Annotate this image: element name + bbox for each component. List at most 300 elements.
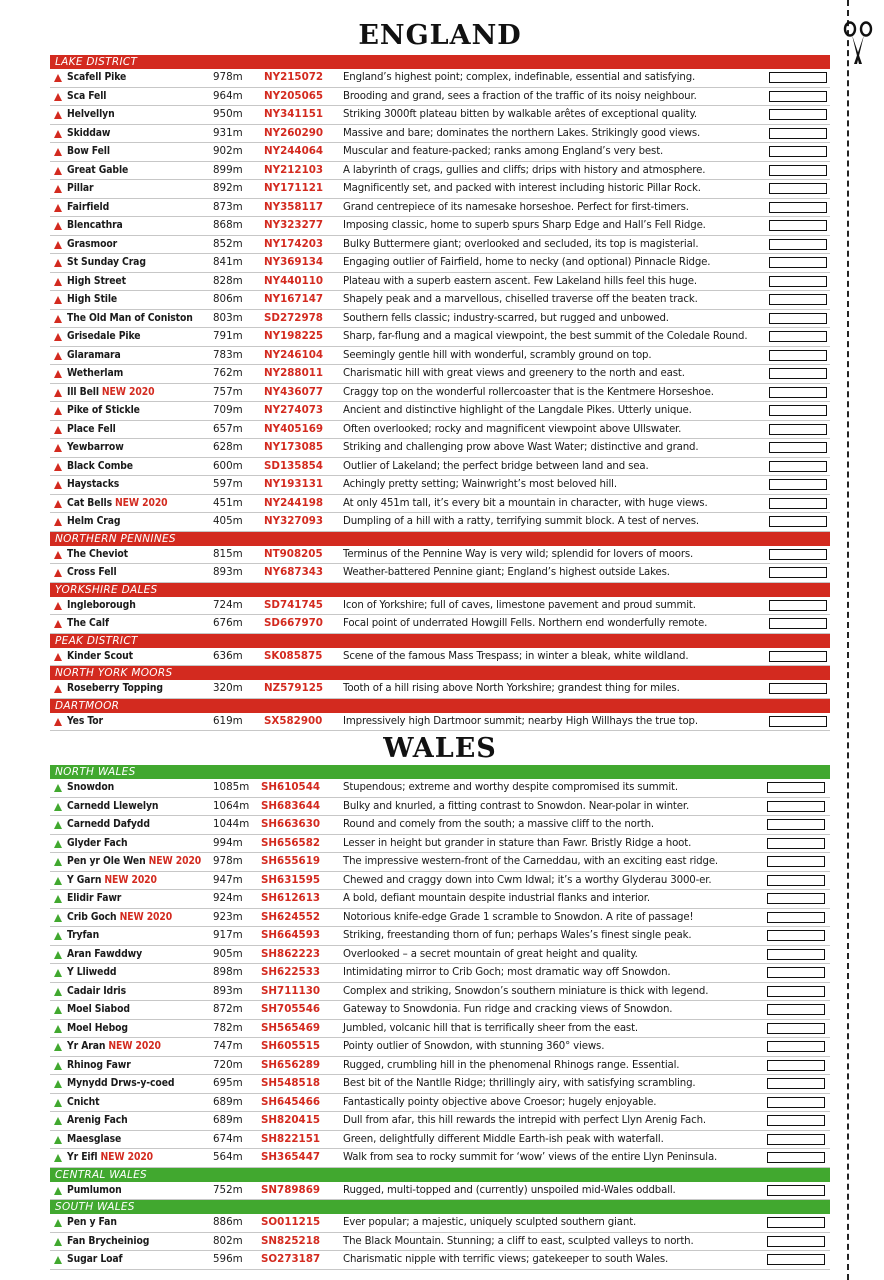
hill-height: 596m [213, 1253, 243, 1265]
hill-name-text: Helvellyn [67, 108, 115, 120]
tick-box[interactable] [767, 967, 825, 978]
grid-reference: SH610544 [261, 781, 321, 793]
tick-box[interactable] [769, 239, 827, 250]
tick-box[interactable] [767, 838, 825, 849]
hill-height: 791m [213, 330, 243, 342]
hill-name-text: Fan Brycheiniog [67, 1234, 150, 1247]
summit-triangle-icon [54, 803, 62, 811]
grid-reference: SH565469 [261, 1021, 321, 1034]
grid-reference: SH612613 [261, 892, 321, 904]
hill-name-text: Glaramara [67, 348, 121, 361]
hill-description: Dumpling of a hill with a ratty, terrifying summit block. A test of nerves. [343, 516, 699, 527]
grid-reference: NY440110 [264, 274, 324, 287]
grid-reference: NY341151 [264, 108, 324, 120]
england-hill-table [50, 55, 830, 731]
summit-triangle-icon [54, 620, 62, 628]
hill-height: 752m [213, 1183, 243, 1196]
grid-reference: NY212103 [264, 163, 324, 176]
summit-triangle-icon [54, 1238, 62, 1246]
hill-name-text: Cat Bells [67, 496, 113, 509]
tick-box[interactable] [769, 350, 827, 361]
tick-box[interactable] [769, 368, 827, 379]
hill-height: 451m [213, 496, 243, 509]
hill-row [50, 798, 830, 817]
hill-row [50, 402, 830, 421]
tick-box[interactable] [767, 893, 825, 904]
summit-triangle-icon [54, 111, 62, 119]
hill-name-text: The Calf [67, 617, 109, 629]
tick-box[interactable] [769, 257, 827, 268]
grid-reference: SH622533 [261, 966, 321, 978]
hill-height: 852m [213, 237, 243, 250]
tick-box[interactable] [767, 949, 825, 960]
hill-description: Walk from sea to rocky summit for ‘wow’ views of the entire Llyn Peninsula. [343, 1152, 718, 1163]
tick-box[interactable] [767, 1185, 825, 1196]
tick-box[interactable] [767, 1152, 825, 1163]
hill-height: 636m [213, 649, 243, 662]
grid-reference: SD135854 [264, 459, 323, 472]
tick-box[interactable] [767, 1236, 825, 1247]
tick-box[interactable] [769, 716, 827, 727]
hill-description: A labyrinth of crags, gullies and cliffs; drips with history and atmosphere. [343, 164, 706, 176]
tick-box[interactable] [767, 856, 825, 867]
grid-reference: SH705546 [261, 1003, 321, 1015]
grid-reference: SH605515 [261, 1040, 321, 1052]
hill-description: Rugged, multi-topped and (currently) unspoiled mid-Wales oddball. [343, 1184, 676, 1196]
hill-name-text: Pen y Fan [67, 1216, 117, 1228]
summit-triangle-icon [54, 315, 62, 323]
hill-row [50, 1214, 830, 1233]
tick-box[interactable] [767, 1004, 825, 1015]
grid-reference: SH822151 [261, 1132, 321, 1145]
hill-height: 657m [213, 422, 243, 435]
hill-name [67, 495, 168, 513]
tick-box[interactable] [767, 986, 825, 997]
hill-name [67, 946, 142, 964]
hill-description: Rugged, crumbling hill in the phenomenal Rhinogs range. Essential. [343, 1059, 680, 1071]
hill-row [50, 88, 830, 107]
hill-description: Ancient and distinctive highlight of the Langdale Pikes. Utterly unique. [343, 405, 692, 416]
hill-name-text: Fairfield [67, 200, 110, 213]
summit-triangle-icon [54, 951, 62, 959]
hill-name [67, 713, 103, 731]
hill-description: Icon of Yorkshire; full of caves, limestone pavement and proud summit. [343, 599, 696, 611]
hill-description: Focal point of underrated Howgill Fells. Northern end wonderfully remote. [343, 618, 708, 629]
hill-row [50, 143, 830, 162]
tick-box[interactable] [769, 600, 827, 611]
summit-triangle-icon [54, 1099, 62, 1107]
hill-name [67, 1214, 117, 1232]
hill-description: Charismatic nipple with terrific views; gatekeeper to south Wales. [343, 1254, 669, 1265]
hill-height: 893m [213, 566, 243, 578]
hill-name [67, 1233, 149, 1251]
hill-description: Striking 3000ft plateau bitten by walkable arêtes of exceptional quality. [343, 109, 697, 120]
tick-box[interactable] [769, 331, 827, 342]
hill-description: Often overlooked; rocky and magnificent viewpoint above Ullswater. [343, 423, 682, 435]
new-2020-badge: NEW 2020 [115, 496, 168, 509]
hill-description: Striking, freestanding thorn of fun; perhaps Wales’s finest single peak. [343, 930, 692, 941]
tick-box[interactable] [769, 276, 827, 287]
hill-height: 873m [213, 200, 243, 213]
summit-triangle-icon [54, 93, 62, 101]
grid-reference: NY369134 [264, 256, 324, 268]
hill-name-text: Scafell Pike [67, 71, 127, 83]
hill-name-text: Blencathra [67, 219, 123, 231]
region-header: PEAK DISTRICT [50, 634, 830, 648]
summit-triangle-icon [54, 426, 62, 434]
hill-name-text: Sugar Loaf [67, 1253, 123, 1265]
hill-height: 905m [213, 947, 243, 960]
hill-row [50, 927, 830, 946]
summit-triangle-icon [54, 969, 62, 977]
hill-height: 689m [213, 1114, 243, 1126]
hill-name [67, 328, 140, 346]
summit-triangle-icon [54, 821, 62, 829]
hill-height: 892m [213, 182, 243, 194]
tick-box[interactable] [769, 618, 827, 629]
grid-reference: NY246104 [264, 348, 324, 361]
grid-reference: SO011215 [261, 1216, 321, 1228]
tick-box[interactable] [769, 683, 827, 694]
hill-height: 923m [213, 910, 243, 923]
hill-name-text: Maesglase [67, 1132, 122, 1145]
hill-height: 978m [213, 71, 243, 83]
tick-box[interactable] [767, 1078, 825, 1089]
hill-name-text: Cnicht [67, 1095, 100, 1108]
hill-height: 917m [213, 929, 243, 941]
hill-name-text: Bow Fell [67, 145, 110, 157]
scissors-icon [840, 20, 876, 66]
tick-box[interactable] [769, 294, 827, 305]
summit-triangle-icon [54, 569, 62, 577]
summit-triangle-icon [54, 840, 62, 848]
summit-triangle-icon [54, 858, 62, 866]
grid-reference: SH645466 [261, 1095, 321, 1108]
tick-box[interactable] [769, 165, 827, 176]
hill-description: Complex and striking, Snowdon’s southern miniature is thick with legend. [343, 985, 709, 997]
grid-reference: NY244198 [264, 496, 324, 509]
hill-description: Dull from afar, this hill rewards the intrepid with perfect Llyn Arenig Fach. [343, 1115, 706, 1126]
hill-height: 1044m [213, 818, 250, 830]
tick-box[interactable] [767, 1060, 825, 1071]
tick-box[interactable] [769, 651, 827, 662]
hill-name-text: Roseberry Topping [67, 682, 163, 694]
hill-height: 868m [213, 219, 243, 231]
hill-description: Seemingly gentle hill with wonderful, scrambly ground on top. [343, 349, 652, 361]
tick-box[interactable] [769, 72, 827, 83]
hill-name [67, 890, 121, 908]
grid-reference: NY358117 [264, 200, 324, 213]
hill-row [50, 347, 830, 366]
tick-box[interactable] [769, 549, 827, 560]
hill-name [67, 88, 106, 106]
tick-box[interactable] [769, 202, 827, 213]
tick-box[interactable] [769, 461, 827, 472]
tick-box[interactable] [767, 930, 825, 941]
hill-row [50, 1094, 830, 1113]
tick-box[interactable] [767, 1023, 825, 1034]
hill-height: 709m [213, 404, 243, 416]
hill-description: Round and comely from the south; a massive cliff to the north. [343, 819, 655, 830]
hill-name [67, 872, 157, 890]
grid-reference: NY198225 [264, 330, 324, 342]
hill-name [67, 476, 119, 494]
hill-name [67, 1149, 153, 1167]
tick-box[interactable] [767, 1254, 825, 1265]
summit-triangle-icon [54, 500, 62, 508]
hill-row [50, 1075, 830, 1094]
grid-reference: SH663630 [261, 818, 321, 830]
hill-description: Imposing classic, home to superb spurs Sharp Edge and Hall’s Fell Ridge. [343, 220, 706, 231]
grid-reference: SH655619 [261, 855, 321, 867]
hill-height: 628m [213, 441, 243, 453]
hill-height: 924m [213, 892, 243, 904]
tick-box[interactable] [769, 220, 827, 231]
hill-height: 947m [213, 873, 243, 886]
tick-box[interactable] [769, 128, 827, 139]
hill-row [50, 1182, 830, 1201]
tick-box[interactable] [769, 387, 827, 398]
grid-reference: SH656289 [261, 1058, 321, 1071]
hill-name-text: Skiddaw [67, 126, 111, 139]
hill-height: 676m [213, 617, 243, 629]
hill-row [50, 853, 830, 872]
hill-row [50, 1020, 830, 1039]
hill-name [67, 816, 150, 834]
hill-name-text: Y Lliwedd [67, 966, 117, 978]
hill-name-text: Ingleborough [67, 598, 136, 611]
hill-name-text: Cadair Idris [67, 984, 127, 997]
tick-box[interactable] [767, 801, 825, 812]
hill-row [50, 495, 830, 514]
tick-box[interactable] [769, 442, 827, 453]
hill-row [50, 546, 830, 565]
grid-reference: NY260290 [264, 126, 324, 139]
grid-reference: SO273187 [261, 1253, 321, 1265]
summit-triangle-icon [54, 718, 62, 726]
hill-row [50, 125, 830, 144]
hill-name-text: Helm Crag [67, 515, 121, 527]
hill-height: 994m [213, 836, 243, 849]
hill-name [67, 1182, 122, 1200]
new-2020-badge: NEW 2020 [108, 1040, 161, 1052]
hill-name-text: Grisedale Pike [67, 330, 141, 342]
summit-triangle-icon [54, 1136, 62, 1144]
tick-box[interactable] [769, 183, 827, 194]
summit-triangle-icon [54, 296, 62, 304]
wales-hill-table [50, 765, 830, 1270]
hill-row [50, 680, 830, 699]
hill-height: 782m [213, 1021, 243, 1034]
tick-box[interactable] [767, 1041, 825, 1052]
hill-description: Gateway to Snowdonia. Fun ridge and cracking views of Snowdon. [343, 1004, 673, 1015]
tick-box[interactable] [769, 146, 827, 157]
cut-line [847, 0, 849, 1280]
hill-row [50, 365, 830, 384]
hill-description: Charismatic hill with great views and greenery to the north and east. [343, 368, 685, 379]
hill-row [50, 236, 830, 255]
hill-height: 689m [213, 1095, 243, 1108]
tick-box[interactable] [767, 1217, 825, 1228]
summit-triangle-icon [54, 389, 62, 397]
hill-name [67, 458, 133, 476]
hill-name-text: Pen yr Ole Wen [67, 855, 146, 867]
hill-name [67, 199, 109, 217]
grid-reference: NY288011 [264, 367, 324, 379]
summit-triangle-icon [54, 204, 62, 212]
hill-name-text: Aran Fawddwy [67, 947, 143, 960]
region-header: NORTHERN PENNINES [50, 532, 830, 546]
grid-reference: NY215072 [264, 71, 324, 83]
hill-name-text: The Old Man of Coniston [67, 311, 193, 324]
hill-height: 841m [213, 256, 243, 268]
grid-reference: SH656582 [261, 836, 321, 849]
tick-box[interactable] [767, 912, 825, 923]
hill-row [50, 273, 830, 292]
hill-row [50, 1038, 830, 1057]
hill-description: Weather-battered Pennine giant; England’s highest outside Lakes. [343, 567, 670, 578]
region-header: SOUTH WALES [50, 1200, 830, 1214]
hill-name-text: Carnedd Llewelyn [67, 799, 159, 812]
hill-height: 1085m [213, 781, 250, 793]
hill-height: 747m [213, 1040, 243, 1052]
hill-name [67, 291, 117, 309]
tick-box[interactable] [767, 782, 825, 793]
tick-box[interactable] [769, 498, 827, 509]
tick-box[interactable] [769, 109, 827, 120]
grid-reference: NY274073 [264, 404, 324, 416]
hill-row [50, 564, 830, 583]
hill-description: Striking and challenging prow above Wast Water; distinctive and grand. [343, 442, 699, 453]
hill-description: Southern fells classic; industry-scarred, but rugged and unbowed. [343, 312, 669, 324]
hill-name-text: Elidir Fawr [67, 892, 122, 904]
tick-box[interactable] [767, 819, 825, 830]
hill-name [67, 143, 110, 161]
hill-name-text: St Sunday Crag [67, 256, 146, 268]
hill-name-text: Yes Tor [67, 714, 103, 727]
hill-name-text: Tryfan [67, 929, 100, 941]
hill-description: A bold, defiant mountain despite industrial flanks and interior. [343, 893, 650, 904]
hill-row [50, 1112, 830, 1131]
hill-name-text: Black Combe [67, 459, 133, 472]
grid-reference: NY173085 [264, 441, 324, 453]
tick-box[interactable] [769, 91, 827, 102]
hill-name [67, 384, 154, 402]
summit-triangle-icon [54, 167, 62, 175]
hill-name [67, 909, 172, 927]
grid-reference: SX582900 [264, 714, 323, 727]
hill-description: Achingly pretty setting; Wainwright’s most beloved hill. [343, 479, 617, 490]
hill-name-text: Pike of Stickle [67, 404, 140, 416]
grid-reference: NY405169 [264, 422, 324, 435]
tick-box[interactable] [769, 479, 827, 490]
summit-triangle-icon [54, 1080, 62, 1088]
hill-name [67, 1020, 128, 1038]
hill-height: 978m [213, 855, 243, 867]
hill-description: Fantastically pointy objective above Croesor; hugely enjoyable. [343, 1096, 657, 1108]
hill-name [67, 347, 121, 365]
tick-box[interactable] [769, 424, 827, 435]
hill-row [50, 291, 830, 310]
hill-name [67, 236, 117, 254]
hill-height: 783m [213, 348, 243, 361]
region-header: LAKE DISTRICT [50, 55, 830, 69]
hill-row [50, 964, 830, 983]
hill-description: Lesser in height but grander in stature than Fawr. Bristly Ridge a hoot. [343, 837, 692, 849]
grid-reference: NY327093 [264, 515, 324, 527]
summit-triangle-icon [54, 481, 62, 489]
hill-name [67, 273, 126, 291]
hill-name-text: Yr Aran [67, 1040, 106, 1052]
grid-reference: SH548518 [261, 1077, 321, 1089]
hill-row [50, 909, 830, 928]
hill-name [67, 648, 133, 666]
hill-height: 803m [213, 311, 243, 324]
hill-name-text: Ill Bell [67, 385, 99, 398]
tick-box[interactable] [769, 516, 827, 527]
tick-box[interactable] [769, 567, 827, 578]
hill-height: 720m [213, 1058, 243, 1071]
grid-reference: SN825218 [261, 1234, 321, 1247]
region-header: NORTH WALES [50, 765, 830, 779]
hill-name [67, 217, 123, 235]
summit-triangle-icon [54, 463, 62, 471]
hill-row [50, 180, 830, 199]
hill-height: 898m [213, 966, 243, 978]
tick-box[interactable] [767, 875, 825, 886]
tick-box[interactable] [767, 1097, 825, 1108]
hill-description: Tooth of a hill rising above North Yorkshire; grandest thing for miles. [343, 683, 680, 694]
summit-triangle-icon [54, 130, 62, 138]
grid-reference: SH862223 [261, 947, 321, 960]
hill-row [50, 835, 830, 854]
hill-name-text: Moel Hebog [67, 1021, 128, 1034]
tick-box[interactable] [767, 1134, 825, 1145]
hill-description: Green, delightfully different Middle Earth-ish peak with waterfall. [343, 1133, 664, 1145]
hill-name [67, 180, 94, 198]
tick-box[interactable] [769, 313, 827, 324]
grid-reference: NY167147 [264, 293, 324, 305]
hill-row [50, 328, 830, 347]
hill-description: Plateau with a superb eastern ascent. Few Lakeland hills feel this huge. [343, 275, 697, 287]
hill-description: Pointy outlier of Snowdon, with stunning 360° views. [343, 1041, 605, 1052]
hill-name [67, 564, 117, 582]
tick-box[interactable] [769, 405, 827, 416]
grid-reference: SD667970 [264, 617, 323, 629]
hill-row [50, 254, 830, 273]
hill-row [50, 1149, 830, 1168]
hill-name [67, 835, 128, 853]
hill-row [50, 476, 830, 495]
hill-row [50, 615, 830, 634]
hill-name-text: Cross Fell [67, 566, 117, 578]
summit-triangle-icon [54, 1154, 62, 1162]
grid-reference: SH664593 [261, 929, 321, 941]
grid-reference: NZ579125 [264, 682, 324, 694]
hill-row [50, 1057, 830, 1076]
hill-height: 695m [213, 1077, 243, 1089]
tick-box[interactable] [767, 1115, 825, 1126]
summit-triangle-icon [54, 1062, 62, 1070]
hill-name [67, 1251, 123, 1269]
hill-height: 762m [213, 367, 243, 379]
hill-name [67, 439, 124, 457]
grid-reference: SH631595 [261, 873, 321, 886]
hill-name [67, 421, 116, 439]
hill-height: 724m [213, 598, 243, 611]
hill-row [50, 106, 830, 125]
region-header: DARTMOOR [50, 699, 830, 713]
